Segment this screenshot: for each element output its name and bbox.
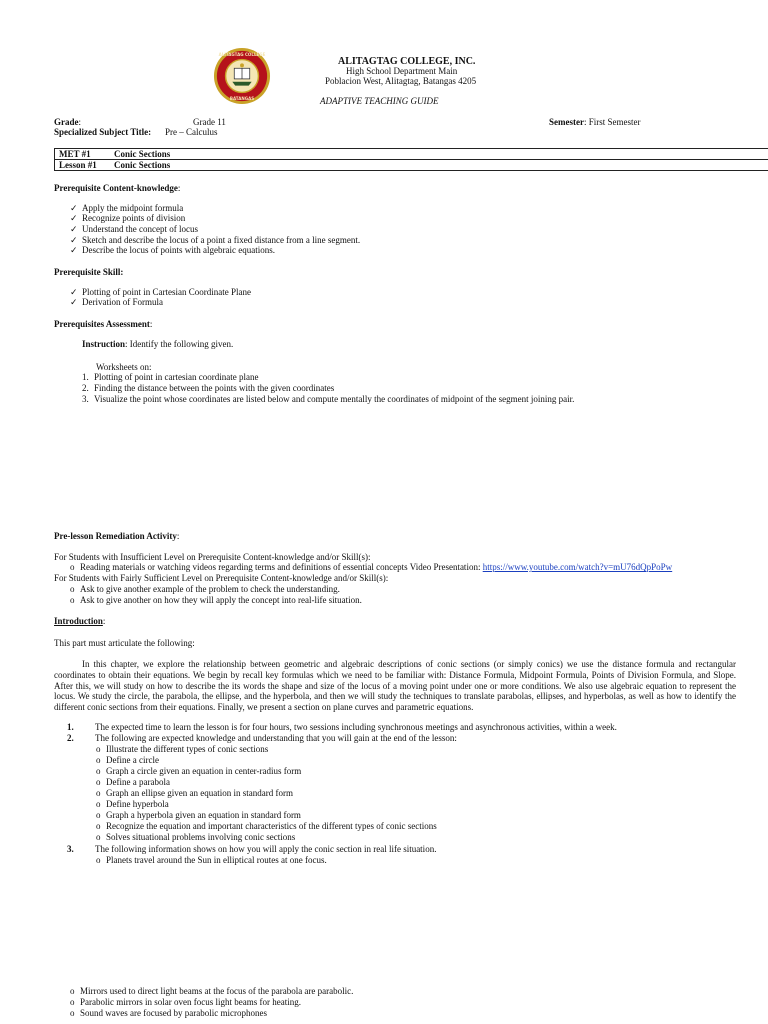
objective-item: o Graph a circle given an equation in center-radius form bbox=[96, 766, 302, 776]
prereq-content-item: ✓ Sketch and describe the locus of a point a fixed distance from a line segment. bbox=[70, 235, 361, 245]
objective-item: o Define a circle bbox=[96, 755, 159, 765]
circle-bullet-icon: o bbox=[96, 777, 101, 787]
school-seal-logo bbox=[213, 47, 271, 105]
semester-value: : First Semester bbox=[583, 117, 641, 127]
objective-item: o Define a parabola bbox=[96, 777, 170, 787]
check-icon: ✓ bbox=[70, 203, 78, 213]
document-title: ADAPTIVE TEACHING GUIDE bbox=[320, 96, 439, 106]
circle-bullet-icon: o bbox=[70, 562, 75, 572]
prereq-skill-item: ✓ Plotting of point in Cartesian Coordinate Plane bbox=[70, 287, 251, 297]
circle-bullet-icon: o bbox=[96, 810, 101, 820]
met-value: Conic Sections bbox=[114, 149, 171, 159]
check-icon: ✓ bbox=[70, 297, 78, 307]
check-icon: ✓ bbox=[70, 235, 78, 245]
grade-value: Grade 11 bbox=[193, 117, 226, 127]
intro-numbered-item: 2. The following are expected knowledge and understanding that you will gain at the end of the lesson: bbox=[67, 733, 457, 743]
grade-label: Grade bbox=[54, 117, 79, 127]
prereq-content-item: ✓ Apply the midpoint formula bbox=[70, 203, 184, 213]
circle-bullet-icon: o bbox=[96, 855, 101, 865]
video-link[interactable]: https://www.youtube.com/watch?v=mU76dQpPoPw bbox=[482, 562, 673, 572]
circle-bullet-icon: o bbox=[70, 997, 75, 1007]
introduction-lead: This part must articulate the following: bbox=[54, 638, 195, 648]
objective-item: o Define hyperbola bbox=[96, 799, 169, 809]
circle-bullet-icon: o bbox=[70, 595, 75, 605]
worksheet-item: 1. Plotting of point in cartesian coordinate plane bbox=[82, 372, 259, 382]
prereq-content-heading: Prerequisite Content-knowledge: bbox=[54, 183, 181, 193]
insufficient-text: For Students with Insufficient Level on Prerequisite Content-knowledge and/or Skill(s): bbox=[54, 552, 371, 562]
met-lesson-table bbox=[54, 148, 768, 171]
remediation-heading: Pre-lesson Remediation Activity: bbox=[54, 531, 180, 541]
sufficient-item: o Ask to give another example of the problem to check the understanding. bbox=[70, 584, 340, 594]
circle-bullet-icon: o bbox=[96, 788, 101, 798]
application-item: o Mirrors used to direct light beams at the focus of the parabola are parabolic. bbox=[70, 986, 354, 996]
circle-bullet-icon: o bbox=[70, 584, 75, 594]
intro-numbered-item: 1. The expected time to learn the lesson is for four hours, two sessions including synchronous meetings and asynchronous activities, within a week. bbox=[67, 722, 617, 732]
objective-item: o Solves situational problems involving conic sections bbox=[96, 832, 296, 842]
school-address: Poblacion West, Alitagtag, Batangas 4205 bbox=[325, 76, 477, 86]
objective-item: o Recognize the equation and important characteristics of the different types of conic sections bbox=[96, 821, 437, 831]
met-label: MET #1 bbox=[59, 149, 91, 159]
worksheet-item: 2. Finding the distance between the points with the given coordinates bbox=[82, 383, 335, 393]
circle-bullet-icon: o bbox=[70, 1008, 75, 1018]
sufficient-item: o Ask to give another on how they will apply the concept into real-life situation. bbox=[70, 595, 362, 605]
subject-label: Specialized Subject Title bbox=[54, 127, 149, 137]
prereq-content-item: ✓ Describe the locus of points with algebraic equations. bbox=[70, 245, 275, 255]
introduction-heading: Introduction: bbox=[54, 616, 106, 626]
circle-bullet-icon: o bbox=[70, 986, 75, 996]
svg-text:ALITAGTAG COLLEGE: ALITAGTAG COLLEGE bbox=[218, 52, 266, 58]
check-icon: ✓ bbox=[70, 245, 78, 255]
worksheet-item: 3. Visualize the point whose coordinates are listed below and compute mentally the coordinates of midpoint of the segment joining pair. bbox=[82, 394, 575, 404]
intro-numbered-item: 3. The following information shows on how you will apply the conic section in real life situation. bbox=[67, 844, 437, 854]
prereq-skill-heading: Prerequisite Skill: bbox=[54, 267, 124, 277]
check-icon: ✓ bbox=[70, 213, 78, 223]
objective-item: o Graph a hyperbola given an equation in standard form bbox=[96, 810, 301, 820]
circle-bullet-icon: o bbox=[96, 766, 101, 776]
subject-line: Specialized Subject Title: bbox=[54, 127, 152, 137]
school-name: ALITAGTAG COLLEGE, INC. bbox=[338, 56, 476, 67]
svg-text:BATANGAS: BATANGAS bbox=[229, 96, 255, 102]
prereq-content-item: ✓ Understand the concept of locus bbox=[70, 224, 198, 234]
check-icon: ✓ bbox=[70, 287, 78, 297]
sufficient-text: For Students with Fairly Sufficient Level on Prerequisite Content-knowledge and/or Skill(s): bbox=[54, 573, 389, 583]
application-item: o Planets travel around the Sun in elliptical routes at one focus. bbox=[96, 855, 327, 865]
objective-item: o Illustrate the different types of conic sections bbox=[96, 744, 269, 754]
prereq-assessment-heading: Prerequisites Assessment: bbox=[54, 319, 153, 329]
circle-bullet-icon: o bbox=[96, 755, 101, 765]
introduction-paragraph: In this chapter, we explore the relationship between geometric and algebraic descriptions of conic sections (or simply conics) we use the distance formula and rectangular coordinates to obtain their equations. We begin by recall key formulas which we need to be familiar with: Distance Formula, Midpoint Formula, Points of Division Formula, and Slope. After this, we will study on how to describe the its words the shape and size of the locus of a moving point under one or more conditions. We also use algebraic equation to represent the locus. We study the circle, the parabola, the ellipse, and the hyperbola, and then we will study the techniques to translate parabolas, ellipses, and hyperbolas, as well as how to identify the different conic sections from their equations. Finally, we present a section on plane curves and parametric equations. bbox=[54, 659, 736, 713]
circle-bullet-icon: o bbox=[96, 821, 101, 831]
semester-line bbox=[549, 117, 640, 128]
prereq-skill-item: ✓ Derivation of Formula bbox=[70, 297, 163, 307]
circle-bullet-icon: o bbox=[96, 744, 101, 754]
instruction-line: Instruction: Identify the following given. bbox=[82, 339, 234, 349]
check-icon: ✓ bbox=[70, 224, 78, 234]
prereq-content-item: ✓ Recognize points of division bbox=[70, 213, 186, 223]
subject-value: Pre – Calculus bbox=[165, 127, 218, 137]
lesson-label: Lesson #1 bbox=[59, 160, 97, 170]
insufficient-item: o Reading materials or watching videos regarding terms and definitions of essential concepts Video Presentation: https://www.youtube.com/watch?v=mU76dQpPoPw bbox=[70, 562, 673, 572]
application-item: o Sound waves are focused by parabolic microphones bbox=[70, 1008, 267, 1018]
semester-label: Semester bbox=[549, 117, 584, 127]
objective-item: o Graph an ellipse given an equation in standard form bbox=[96, 788, 293, 798]
grade-line: Grade: bbox=[54, 117, 82, 127]
circle-bullet-icon: o bbox=[96, 832, 101, 842]
worksheets-label: Worksheets on: bbox=[96, 362, 152, 372]
lesson-value: Conic Sections bbox=[114, 160, 171, 170]
circle-bullet-icon: o bbox=[96, 799, 101, 809]
application-item: o Parabolic mirrors in solar oven focus light beams for heating. bbox=[70, 997, 301, 1007]
department-name: High School Department Main bbox=[346, 66, 458, 76]
